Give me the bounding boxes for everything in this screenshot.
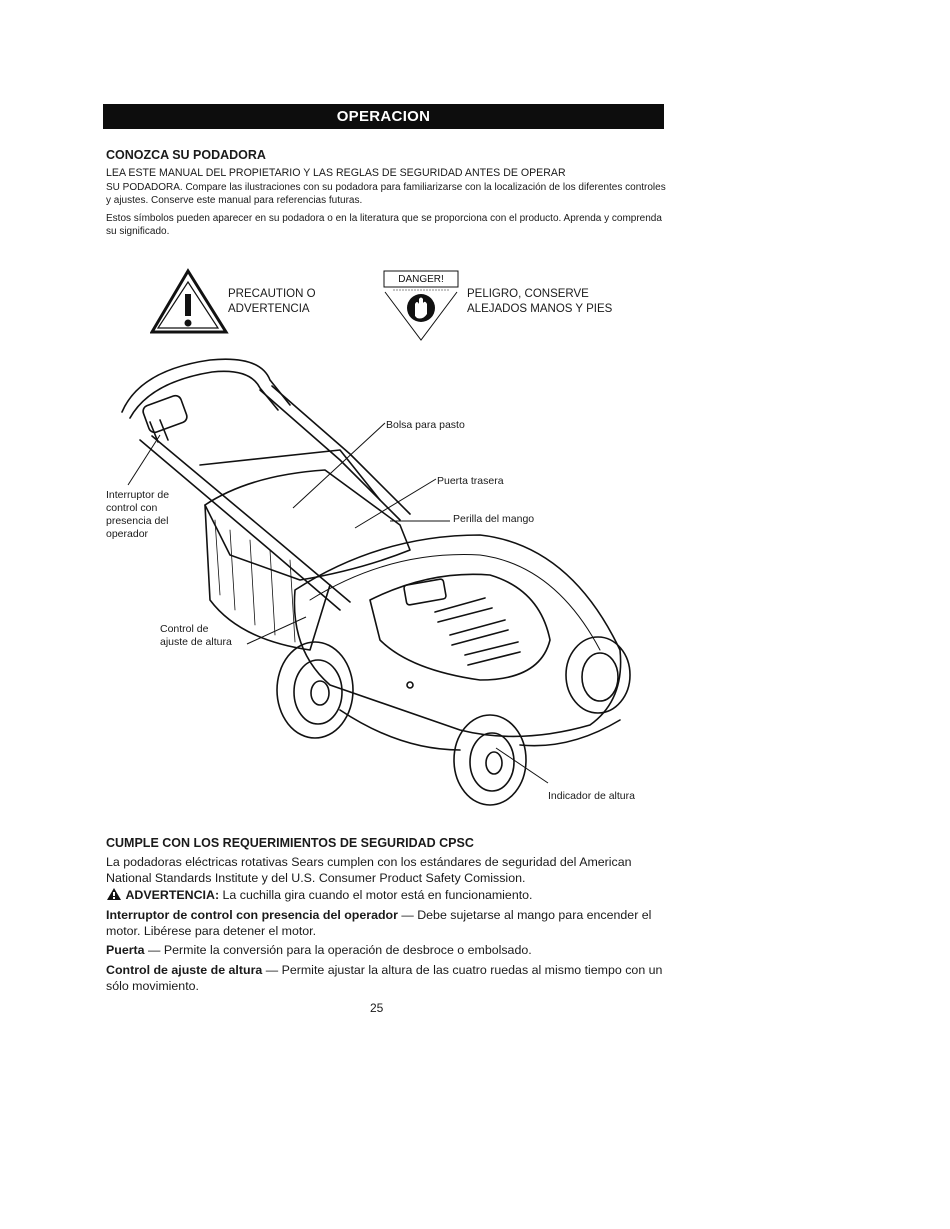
callout-operator-switch: Interruptor de control con presencia del operador — [106, 489, 170, 540]
danger-label: DANGER! — [398, 274, 444, 285]
callout-height-control: Control de ajuste de altura — [160, 623, 232, 648]
danger-text: PELIGRO, CONSERVE ALEJADOS MANOS Y PIES — [467, 288, 613, 315]
lawn-mower-diagram — [100, 350, 660, 810]
page-number: 25 — [370, 1001, 384, 1015]
callout-handle-knob: Perilla del mango — [453, 513, 535, 525]
callout-rear-door: Puerta trasera — [437, 475, 504, 487]
cpsc-paragraph: La podadoras eléctricas rotativas Sears cumplen con los estándares de seguridad del American National Standards Institute y del U.S. Consumer Product Safety Comission. — [106, 855, 632, 885]
intro-rest: SU PODADORA. Compare las ilustraciones con su podadora para familiarizarse con la localización de los diferentes controles y ajustes. Conserve este manual para referencias futuras. — [106, 181, 666, 206]
danger-hand-icon — [383, 270, 461, 344]
section-banner: OPERACION — [103, 104, 664, 129]
section2-title: CUMPLE CON LOS REQUERIMIENTOS DE SEGURIDAD CPSC — [106, 836, 474, 850]
item-height-control: Control de ajuste de altura — Permite ajustar la altura de las cuatro ruedas al mismo tiempo con un sólo movimiento. — [106, 963, 663, 993]
section-title: CONOZCA SU PODADORA — [106, 148, 266, 162]
warning-triangle-icon — [106, 887, 122, 901]
intro-text — [106, 167, 666, 243]
intro-lead: LEA ESTE MANUAL DEL PROPIETARIO Y LAS REGLAS DE SEGURIDAD ANTES DE OPERAR — [106, 167, 566, 179]
caution-triangle-icon — [150, 268, 230, 336]
item-operator-switch: Interruptor de control con presencia del operador — Debe sujetarse al mango para encender el motor. Libérese para detener el motor. — [106, 908, 652, 938]
caution-label: PRECAUTION O ADVERTENCIA — [228, 288, 316, 315]
warning-label: ADVERTENCIA: — [125, 888, 220, 902]
warning-line — [106, 887, 666, 903]
item-door: Puerta — Permite la conversión para la operación de desbroce o embolsado. — [106, 943, 532, 957]
callout-height-indicator: Indicador de altura — [548, 790, 635, 802]
callout-bag: Bolsa para pasto — [386, 419, 465, 431]
symbols-intro: Estos símbolos pueden aparecer en su podadora o en la literatura que se proporciona con el producto. Aprenda y comprenda su significado. — [106, 212, 662, 237]
warning-text: La cuchilla gira cuando el motor está en funcionamiento. — [222, 888, 533, 902]
